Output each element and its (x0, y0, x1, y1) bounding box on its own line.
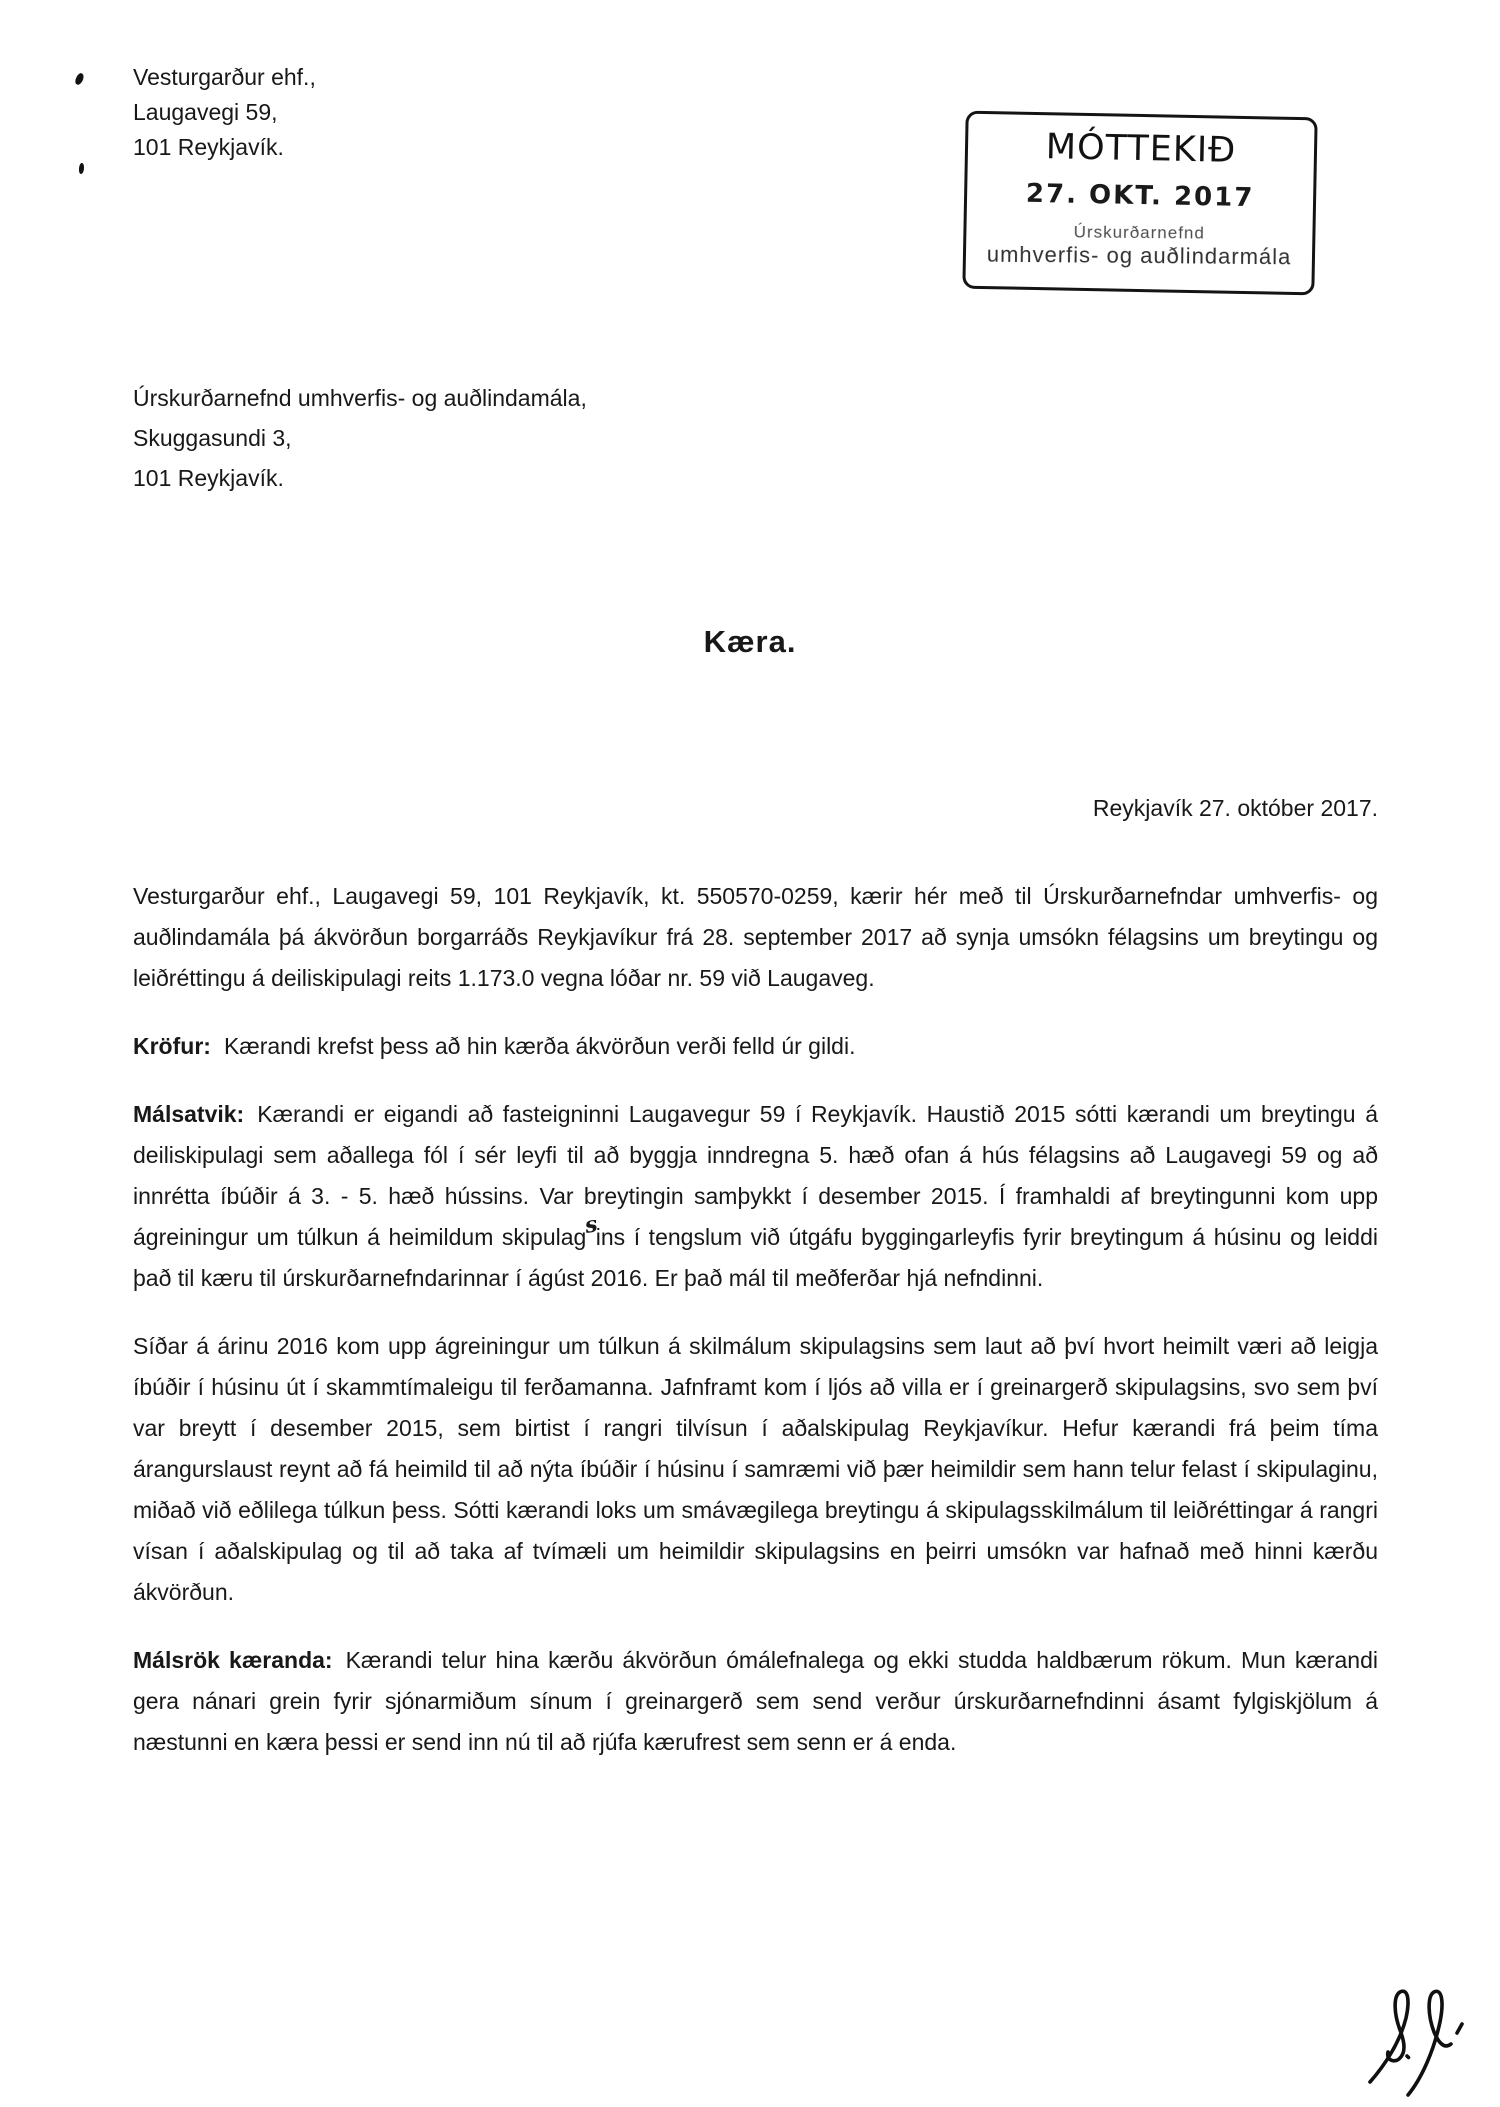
sender-address-line: Vesturgarður ehf., (133, 64, 316, 90)
arguments-paragraph (133, 1640, 1378, 1763)
facts-paragraph (133, 1094, 1378, 1299)
date-line: Reykjavík 27. október 2017. (1092, 795, 1378, 821)
sender-address-line: 101 Reykjavík. (133, 134, 284, 160)
stamp-org-line: Úrskurðarnefnd (1073, 222, 1205, 243)
stamp-title: MÓTTEKIÐ (1045, 127, 1237, 171)
sender-address-line: Laugavegi 59, (133, 99, 278, 125)
arguments-text: Kærandi telur hina kærðu ákvörðun ómálefnalega og ekki studda haldbærum rökum. Mun kærandi gera nánari grein fyrir sjónarmiðum sínum í greinargerð sem send verður úrskurðarnefndinni ásamt fylgiskjölum á næstunni en kæra þessi er send inn nú til að rjúfa kærufrest sem senn er á enda. (133, 1647, 1378, 1755)
later-events-text: Síðar á árinu 2016 kom upp ágreiningur um túlkun á skilmálum skipulagsins sem laut að því hvort heimilt væri að leigja íbúðir í húsinu út í skammtímaleigu til ferðamanna. Jafnframt kom í ljós að villa er í greinargerð skipulagsins, svo sem því var breytt í desember 2015, sem birtist í rangri tilvísun í aðalskipulag Reykjavíkur. Hefur kærandi frá þeim tíma árangurslaust reynt að fá heimild til að nýta íbúðir í húsinu í samræmi við þær heimildir sem hann telur felast í skipulaginu, miðað við eðlilega túlkun þess. Sótti kærandi loks um smávægilega breytingu á skipulagsskilmálum til leiðréttingar á rangri vísan í aðalskipulag og til að taka af tvímæli um heimildir skipulagsins en þeirri umsókn var hafnað með hinni kærðu ákvörðun. (133, 1333, 1378, 1605)
claims-label: Kröfur: (133, 1033, 211, 1059)
arguments-label: Málsrök kæranda: (133, 1647, 333, 1673)
ink-speck (74, 72, 86, 86)
sender-address (133, 60, 316, 165)
recipient-address-line: Úrskurðarnefnd umhverfis- og auðlindamála, (133, 385, 587, 411)
facts-text-after-insert: ins í tengslum við útgáfu byggingarleyfis fyrir breytingum á húsinu og leiddi það til kæru til úrskurðarnefndarinnar í ágúst 2016. Er það mál til meðferðar hjá nefndinni. (133, 1224, 1378, 1291)
facts-label: Málsatvik: (133, 1101, 245, 1127)
signature-stroke (1370, 1991, 1408, 2082)
received-stamp (962, 111, 1317, 296)
facts-text-before-insert: Kærandi er eigandi að fasteigninni Laugavegur 59 í Reykjavík. Haustið 2015 sótti kærandi um breytingu á deiliskipulagi sem aðallega fól í sér leyfi til að byggja inndregna 5. hæð ofan á hús félagsins að Laugavegi 59 og að innrétta íbúðir á 3. - 5. hæð hússins. Var breytingin samþykkt í desember 2015. Í framhaldi af breytingunni kom upp ágreiningur um túlkun á heimildum skipulag (133, 1101, 1378, 1250)
stamp-date: 27. OKT. 2017 (1025, 178, 1255, 214)
signature-dot (1407, 2056, 1409, 2058)
intro-text: Vesturgarður ehf., Laugavegi 59, 101 Reykjavík, kt. 550570-0259, kærir hér með til Úrskurðarnefndar umhverfis- og auðlindamála þá ákvörðun borgarráðs Reykjavíkur frá 28. september 2017 að synja umsókn félagsins um breytingu og leiðréttingu á deiliskipulagi reits 1.173.0 vegna lóðar nr. 59 við Laugaveg. (133, 883, 1378, 991)
signature-stroke (1408, 1991, 1451, 2095)
ink-speck (78, 163, 84, 175)
document-title: Kæra. (703, 624, 797, 659)
handwritten-correction: s (583, 1211, 600, 1239)
signature-initials (1330, 1950, 1500, 2107)
recipient-address (133, 378, 587, 498)
letter-body (133, 876, 1378, 1790)
recipient-address-line: 101 Reykjavík. (133, 465, 284, 491)
claims-paragraph (133, 1026, 1378, 1067)
claims-text: Kærandi krefst þess að hin kærða ákvörðun verði felld úr gildi. (223, 1033, 856, 1059)
stamp-organization (966, 221, 1312, 270)
intro-paragraph (133, 876, 1378, 999)
stamp-org-line: umhverfis- og auðlindarmála (986, 241, 1292, 270)
signature-tick (1457, 2024, 1462, 2033)
later-events-paragraph (133, 1326, 1378, 1613)
recipient-address-line: Skuggasundi 3, (133, 425, 292, 451)
